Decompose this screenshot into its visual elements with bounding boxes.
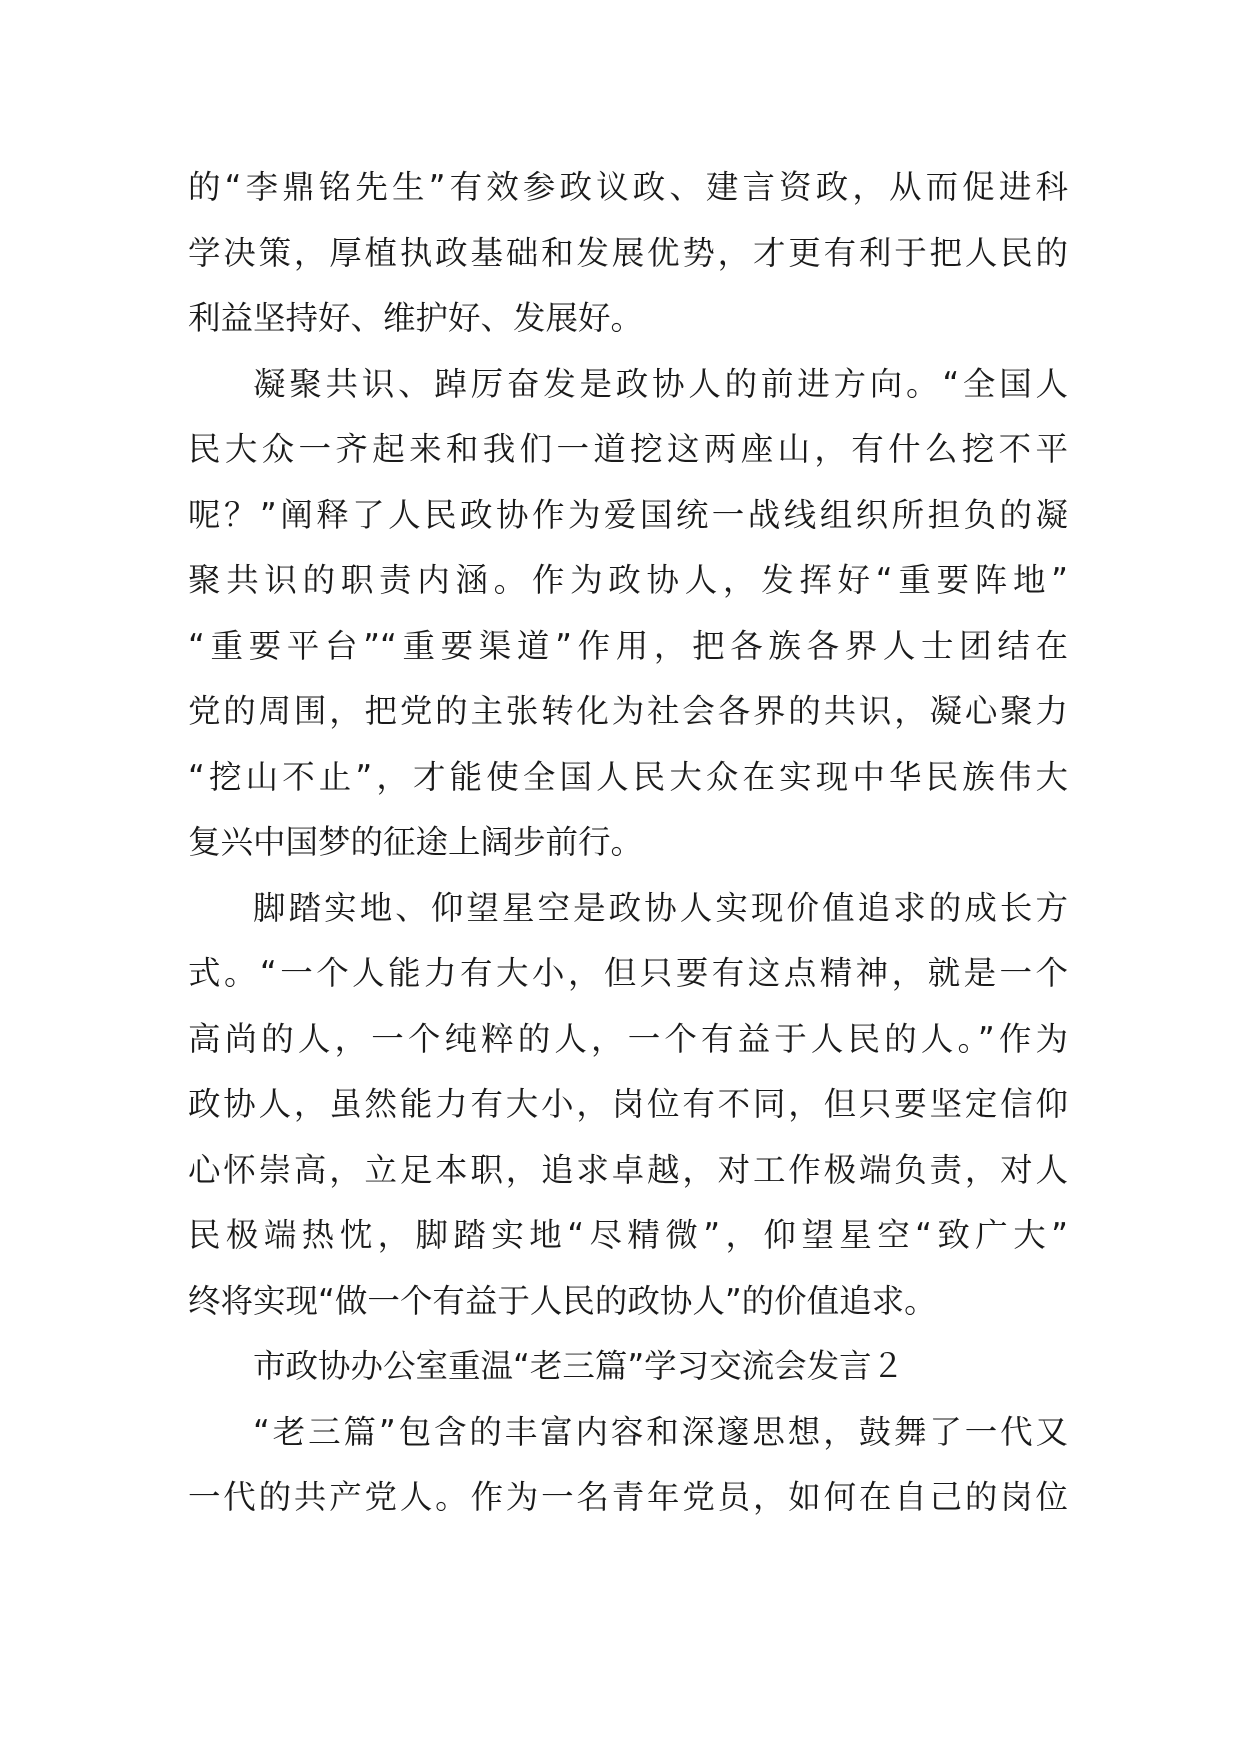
text-line: 民极端热忱，脚踏实地“尽精微”，仰望星空“致广大”	[188, 1216, 1068, 1254]
section-heading	[188, 1334, 1068, 1400]
heading-line: 市政协办公室重温“老三篇”学习交流会发言２	[253, 1347, 905, 1385]
text-line: 利益坚持好、维护好、发展好。	[188, 299, 644, 337]
text-line: 学决策，厚植执政基础和发展优势，才更有利于把人民的	[188, 233, 1068, 272]
document-body	[188, 155, 1068, 1531]
text-line: 的“李鼎铭先生”有效参政议政、建言资政，从而促进科	[188, 168, 1068, 206]
text-line: 高尚的人，一个纯粹的人，一个有益于人民的人。”作为	[188, 1019, 1068, 1058]
text-line: 民大众一齐起来和我们一道挖这两座山，有什么挖不平	[188, 430, 1068, 468]
text-line: 凝聚共识、踔厉奋发是政协人的前进方向。“全国人	[253, 364, 1068, 403]
text-line: “重要平台”“重要渠道”作用，把各族各界人士团结在	[188, 626, 1068, 665]
text-line: 复兴中国梦的征途上阔步前行。	[188, 823, 644, 861]
text-line: 心怀崇高，立足本职，追求卓越，对工作极端负责，对人	[188, 1150, 1068, 1189]
text-line: 脚踏实地、仰望星空是政协人实现价值追求的成长方	[253, 888, 1068, 927]
paragraph	[188, 1400, 1068, 1531]
paragraph	[188, 352, 1068, 876]
text-line: 党的周围，把党的主张转化为社会各界的共识，凝心聚力	[188, 692, 1068, 730]
text-line: 终将实现“做一个有益于人民的政协人”的价值追求。	[188, 1281, 937, 1320]
paragraph	[188, 876, 1068, 1335]
text-line: 式。“一个人能力有大小，但只要有这点精神，就是一个	[188, 954, 1068, 992]
text-line: 呢？”阐释了人民政协作为爱国统一战线组织所担负的凝	[188, 495, 1068, 534]
paragraph	[188, 155, 1068, 352]
text-line: “老三篇”包含的丰富内容和深邃思想，鼓舞了一代又	[253, 1412, 1068, 1451]
text-line: 一代的共产党人。作为一名青年党员，如何在自己的岗位	[188, 1478, 1068, 1516]
text-line: 政协人，虽然能力有大小，岗位有不同，但只要坚定信仰	[188, 1085, 1068, 1123]
text-line: “挖山不止”，才能使全国人民大众在实现中华民族伟大	[188, 757, 1068, 796]
text-line: 聚共识的职责内涵。作为政协人，发挥好“重要阵地”	[188, 561, 1068, 599]
